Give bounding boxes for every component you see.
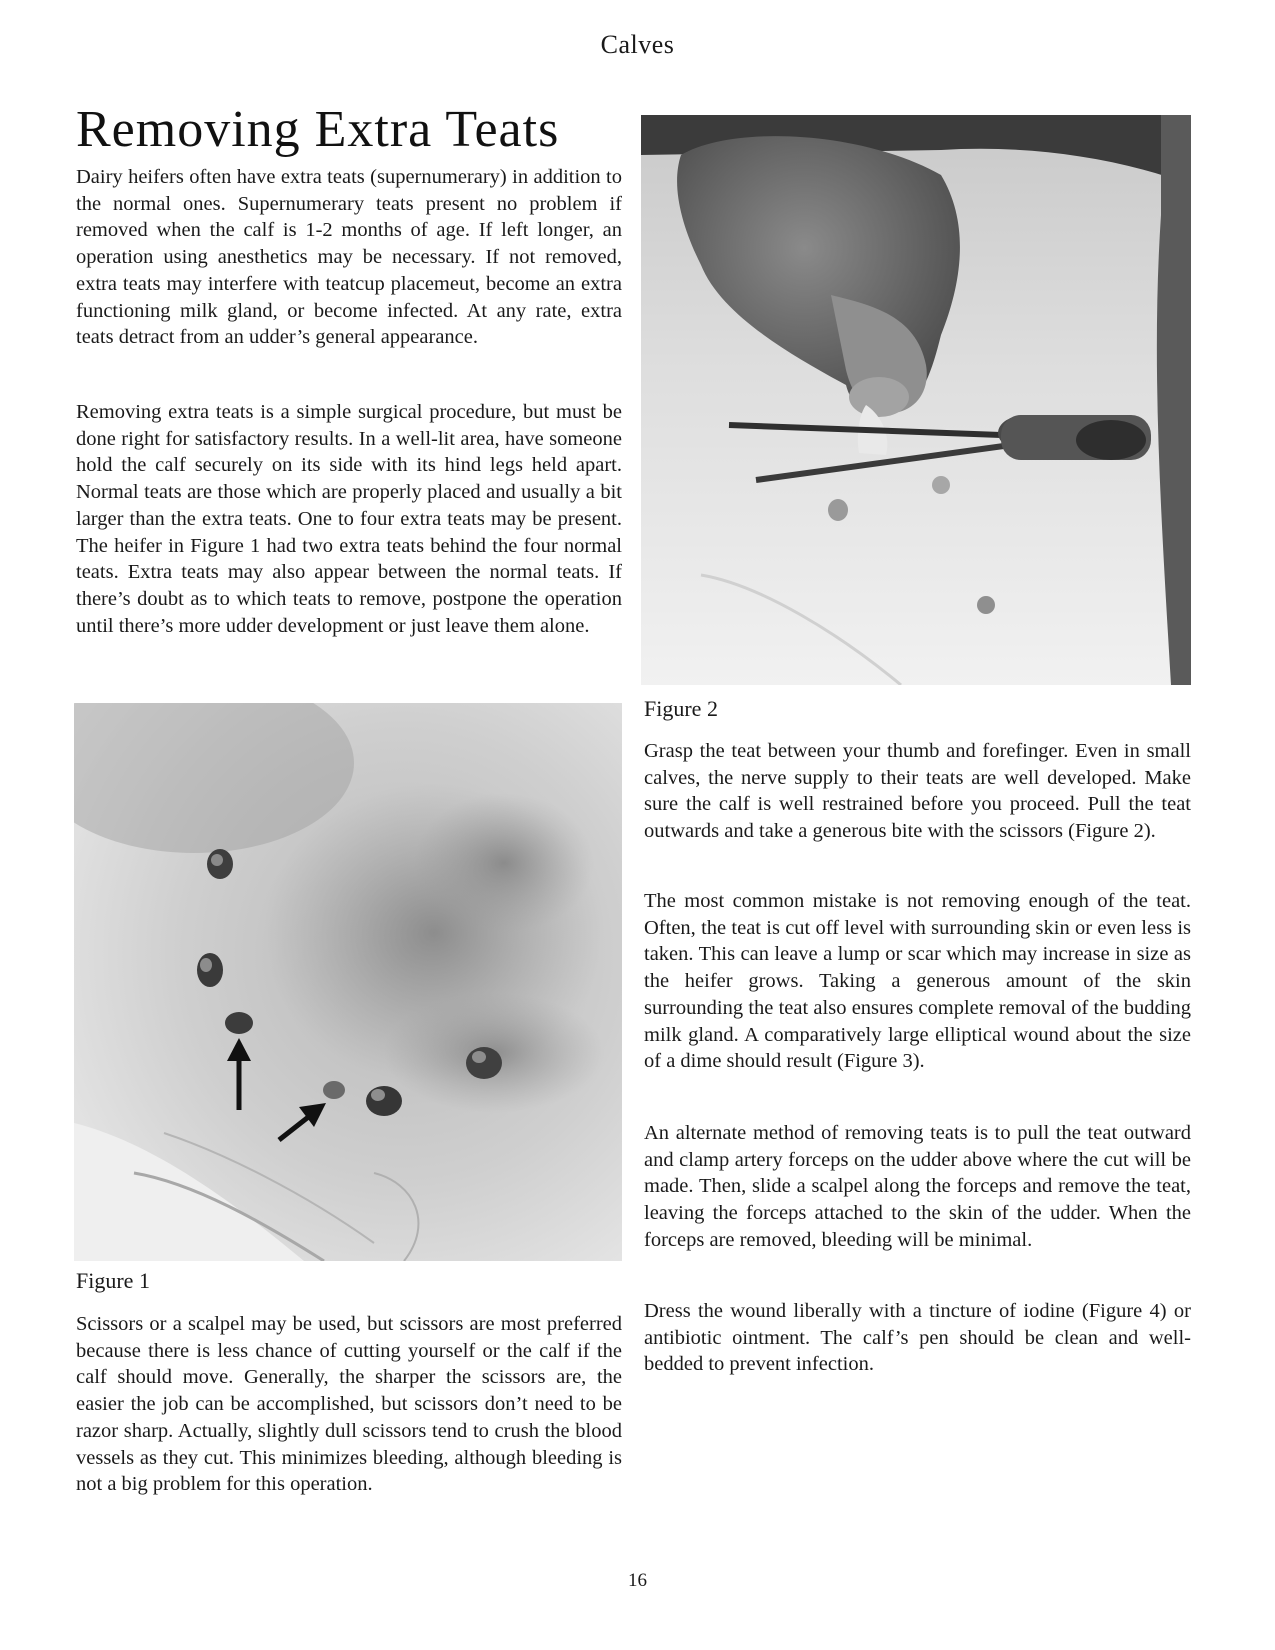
paragraph-procedure: Removing extra teats is a simple surgical procedure, but must be done right for satisfactory results. In a well-lit area, have someone hold the calf securely on its side with its hind legs held apart. Normal teats are those which are properly placed and usually a bit larger than the extra teats. One to four extra teats may be present. The heifer in Figure 1 had two extra teats behind the four normal teats. Extra teats may also appear between the normal teats. If there’s doubt as to which teats to remove, postpone the operation until there’s more udder development or just leave them alone. bbox=[76, 401, 622, 637]
page-number: 16 bbox=[628, 1570, 647, 1591]
paragraph-common-mistake: The most common mistake is not removing enough of the teat. Often, the teat is cut off level with surrounding skin or even less is taken. This can leave a lump or scar which may increase in size as the heifer grows. Taking a generous amount of the skin surrounding the teat also ensures complete removal of the budding milk gland. A comparatively large elliptical wound about the size of a dime should result (Figure 3). bbox=[644, 890, 1191, 1073]
figure-1-caption: Figure 1 bbox=[76, 1268, 150, 1293]
paragraph-dress-wound: Dress the wound liberally with a tincture of iodine (Figure 4) or antibiotic ointment. The calf’s pen should be clean and well-bedded to prevent infection. bbox=[644, 1300, 1191, 1376]
paragraph-scissors: Scissors or a scalpel may be used, but scissors are most preferred because there is less chance of cutting yourself or the calf if the calf should move. Generally, the sharper the scissors are, the easier the job can be accomplished, but scissors don’t need to be razor sharp. Actually, slightly dull scissors tend to crush the blood vessels as they cut. This minimizes bleeding, although bleeding is not a big problem for this operation. bbox=[76, 1313, 622, 1496]
figure-2-caption: Figure 2 bbox=[644, 696, 718, 721]
paragraph-intro: Dairy heifers often have extra teats (supernumerary) in addition to the normal ones. Supernumerary teats present no problem if removed when the calf is 1-2 months of age. If left longer, an operation using anesthetics may be necessary. If not removed, extra teats may interfere with teatcup placemeut, become an extra functioning milk gland, or become infected. At any rate, extra teats detract from an udder’s general appearance. bbox=[76, 166, 622, 349]
article-title: Removing Extra Teats bbox=[76, 101, 560, 158]
paragraph-alternate-method: An alternate method of removing teats is to pull the teat outward and clamp artery forceps on the udder above where the cut will be made. Then, slide a scalpel along the forceps and remove the teat, leaving the forceps attached to the skin of the udder. When the forceps are removed, bleeding will be minimal. bbox=[644, 1122, 1191, 1251]
running-head: Calves bbox=[600, 30, 675, 59]
figure-1-photo bbox=[74, 703, 622, 1261]
paragraph-grasp: Grasp the teat between your thumb and forefinger. Even in small calves, the nerve supply to their teats are well developed. Make sure the calf is well restrained before you proceed. Pull the teat outwards and take a generous bite with the scissors (Figure 2). bbox=[644, 740, 1191, 843]
figure-2-photo bbox=[641, 115, 1191, 685]
